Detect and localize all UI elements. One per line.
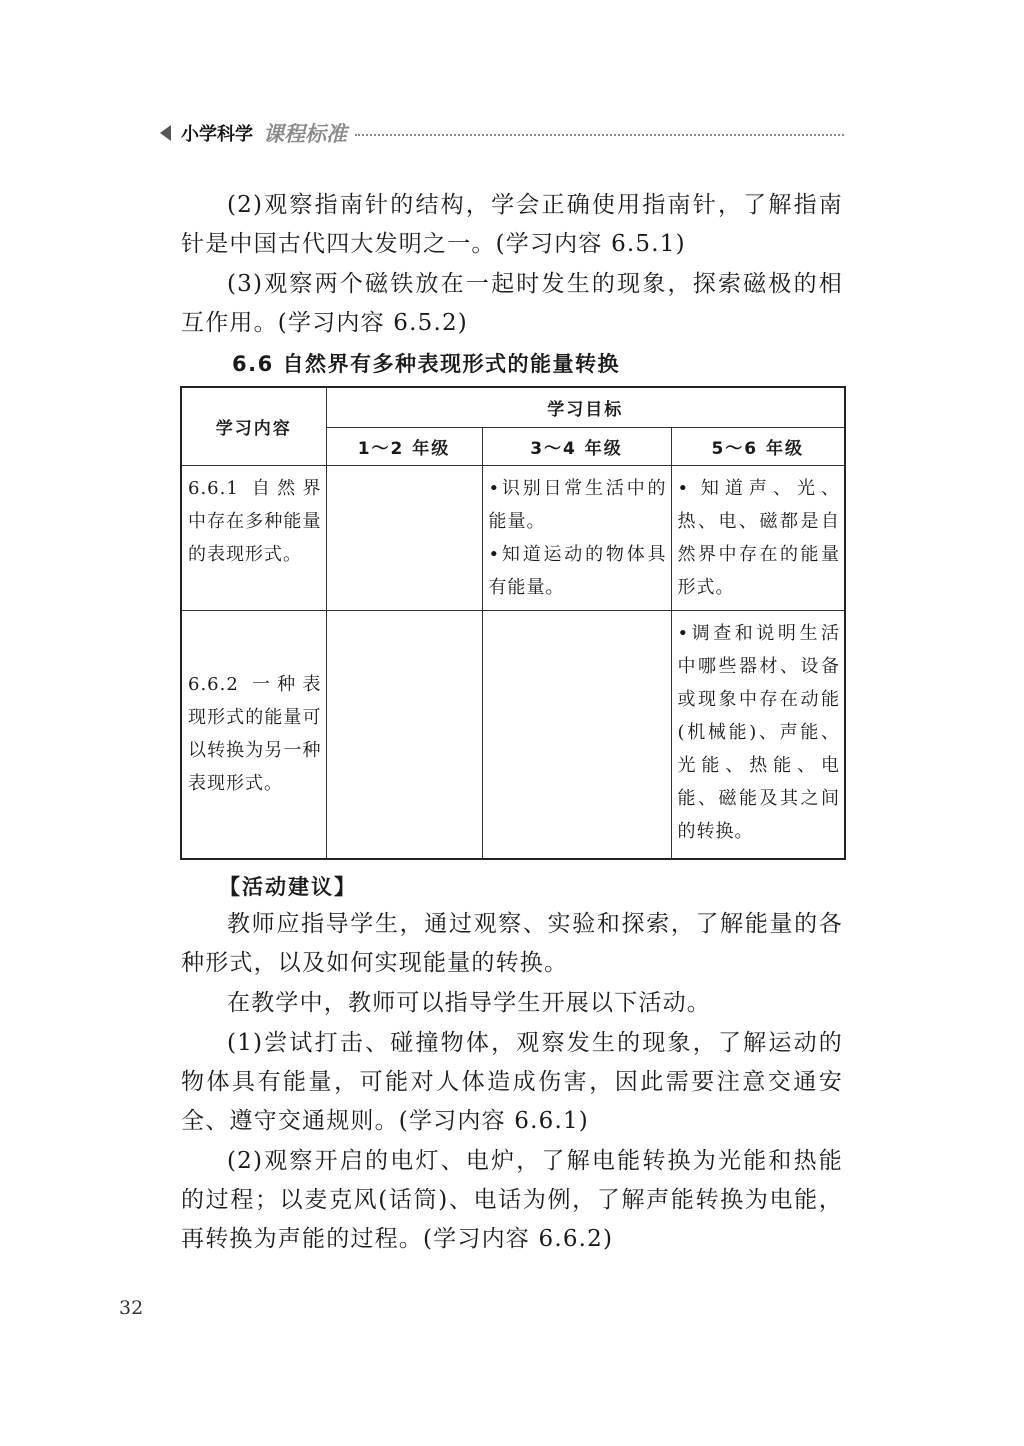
row-content-cell bbox=[181, 610, 326, 859]
paragraph-teacher-guidance: 教师应指导学生，通过观察、实验和探索，了解能量的各种形式，以及如何实现能量的转换。 bbox=[181, 911, 843, 976]
book-subtitle: 课程标准 bbox=[263, 121, 347, 146]
paragraph-compass: (2)观察指南针的结构，学会正确使用指南针，了解指南针是中国古代四大发明之一。(学习内容 6.5.1) bbox=[181, 192, 843, 257]
grade-3-4-cell bbox=[482, 610, 671, 859]
page-number: 32 bbox=[119, 1297, 144, 1319]
col-header-content: 学习内容 bbox=[181, 387, 326, 465]
grade-1-2-cell bbox=[326, 610, 482, 859]
paragraph-activity-1: (1)尝试打击、碰撞物体，观察发生的现象，了解运动的物体具有能量，可能对人体造成伤害，因此需要注意交通安全、遵守交通规则。(学习内容 6.6.1) bbox=[181, 1030, 843, 1134]
paragraph-activity-2: (2)观察开启的电灯、电炉，了解电能转换为光能和热能的过程；以麦克风(话筒)、电话为例，了解声能转换为电能，再转换为声能的过程。(学习内容 6.6.2) bbox=[181, 1148, 843, 1252]
grade-header-3-4: 3～4 年级 bbox=[482, 427, 671, 465]
row-content-cell bbox=[181, 465, 326, 610]
grade-5-6-cell bbox=[671, 465, 845, 610]
paragraph-magnets: (3)观察两个磁铁放在一起时发生的现象，探索磁极的相互作用。(学习内容 6.5.2) bbox=[181, 271, 843, 336]
content-6-6-2: 6.6.2 一种表现形式的能量可以转换为另一种表现形式。 bbox=[188, 674, 322, 795]
goal-item: •识别日常生活中的能量。 bbox=[488, 477, 667, 532]
section-heading: 6.6 自然界有多种表现形式的能量转换 bbox=[232, 352, 621, 376]
grade-3-4-cell bbox=[482, 465, 671, 610]
grade-5-6-cell bbox=[671, 610, 845, 859]
grade-1-2-cell bbox=[326, 465, 482, 610]
col-header-goals: 学习目标 bbox=[326, 387, 845, 427]
running-header bbox=[160, 118, 844, 148]
goal-item: •调查和说明生活中哪些器材、设备或现象中存在动能(机械能)、声能、光能、热能、电能、磁能及其之间的转换。 bbox=[677, 622, 841, 842]
activity-heading: 【活动建议】 bbox=[219, 875, 357, 899]
content-6-6-1: 6.6.1 自然界中存在多种能量的表现形式。 bbox=[188, 477, 322, 565]
paragraph-activities-intro: 在教学中，教师可以指导学生开展以下活动。 bbox=[227, 990, 711, 1016]
table-row bbox=[181, 465, 845, 610]
dotted-header-rule bbox=[355, 134, 844, 136]
grade-header-5-6: 5～6 年级 bbox=[671, 427, 845, 465]
goal-item: • 知道声、光、热、电、磁都是自然界中存在的能量形式。 bbox=[677, 477, 841, 598]
left-triangle-icon bbox=[160, 125, 171, 141]
book-title: 小学科学 bbox=[181, 124, 253, 145]
standards-table bbox=[180, 386, 846, 860]
goal-item: •知道运动的物体具有能量。 bbox=[488, 543, 667, 598]
grade-header-1-2: 1～2 年级 bbox=[326, 427, 482, 465]
table-row bbox=[181, 610, 845, 859]
